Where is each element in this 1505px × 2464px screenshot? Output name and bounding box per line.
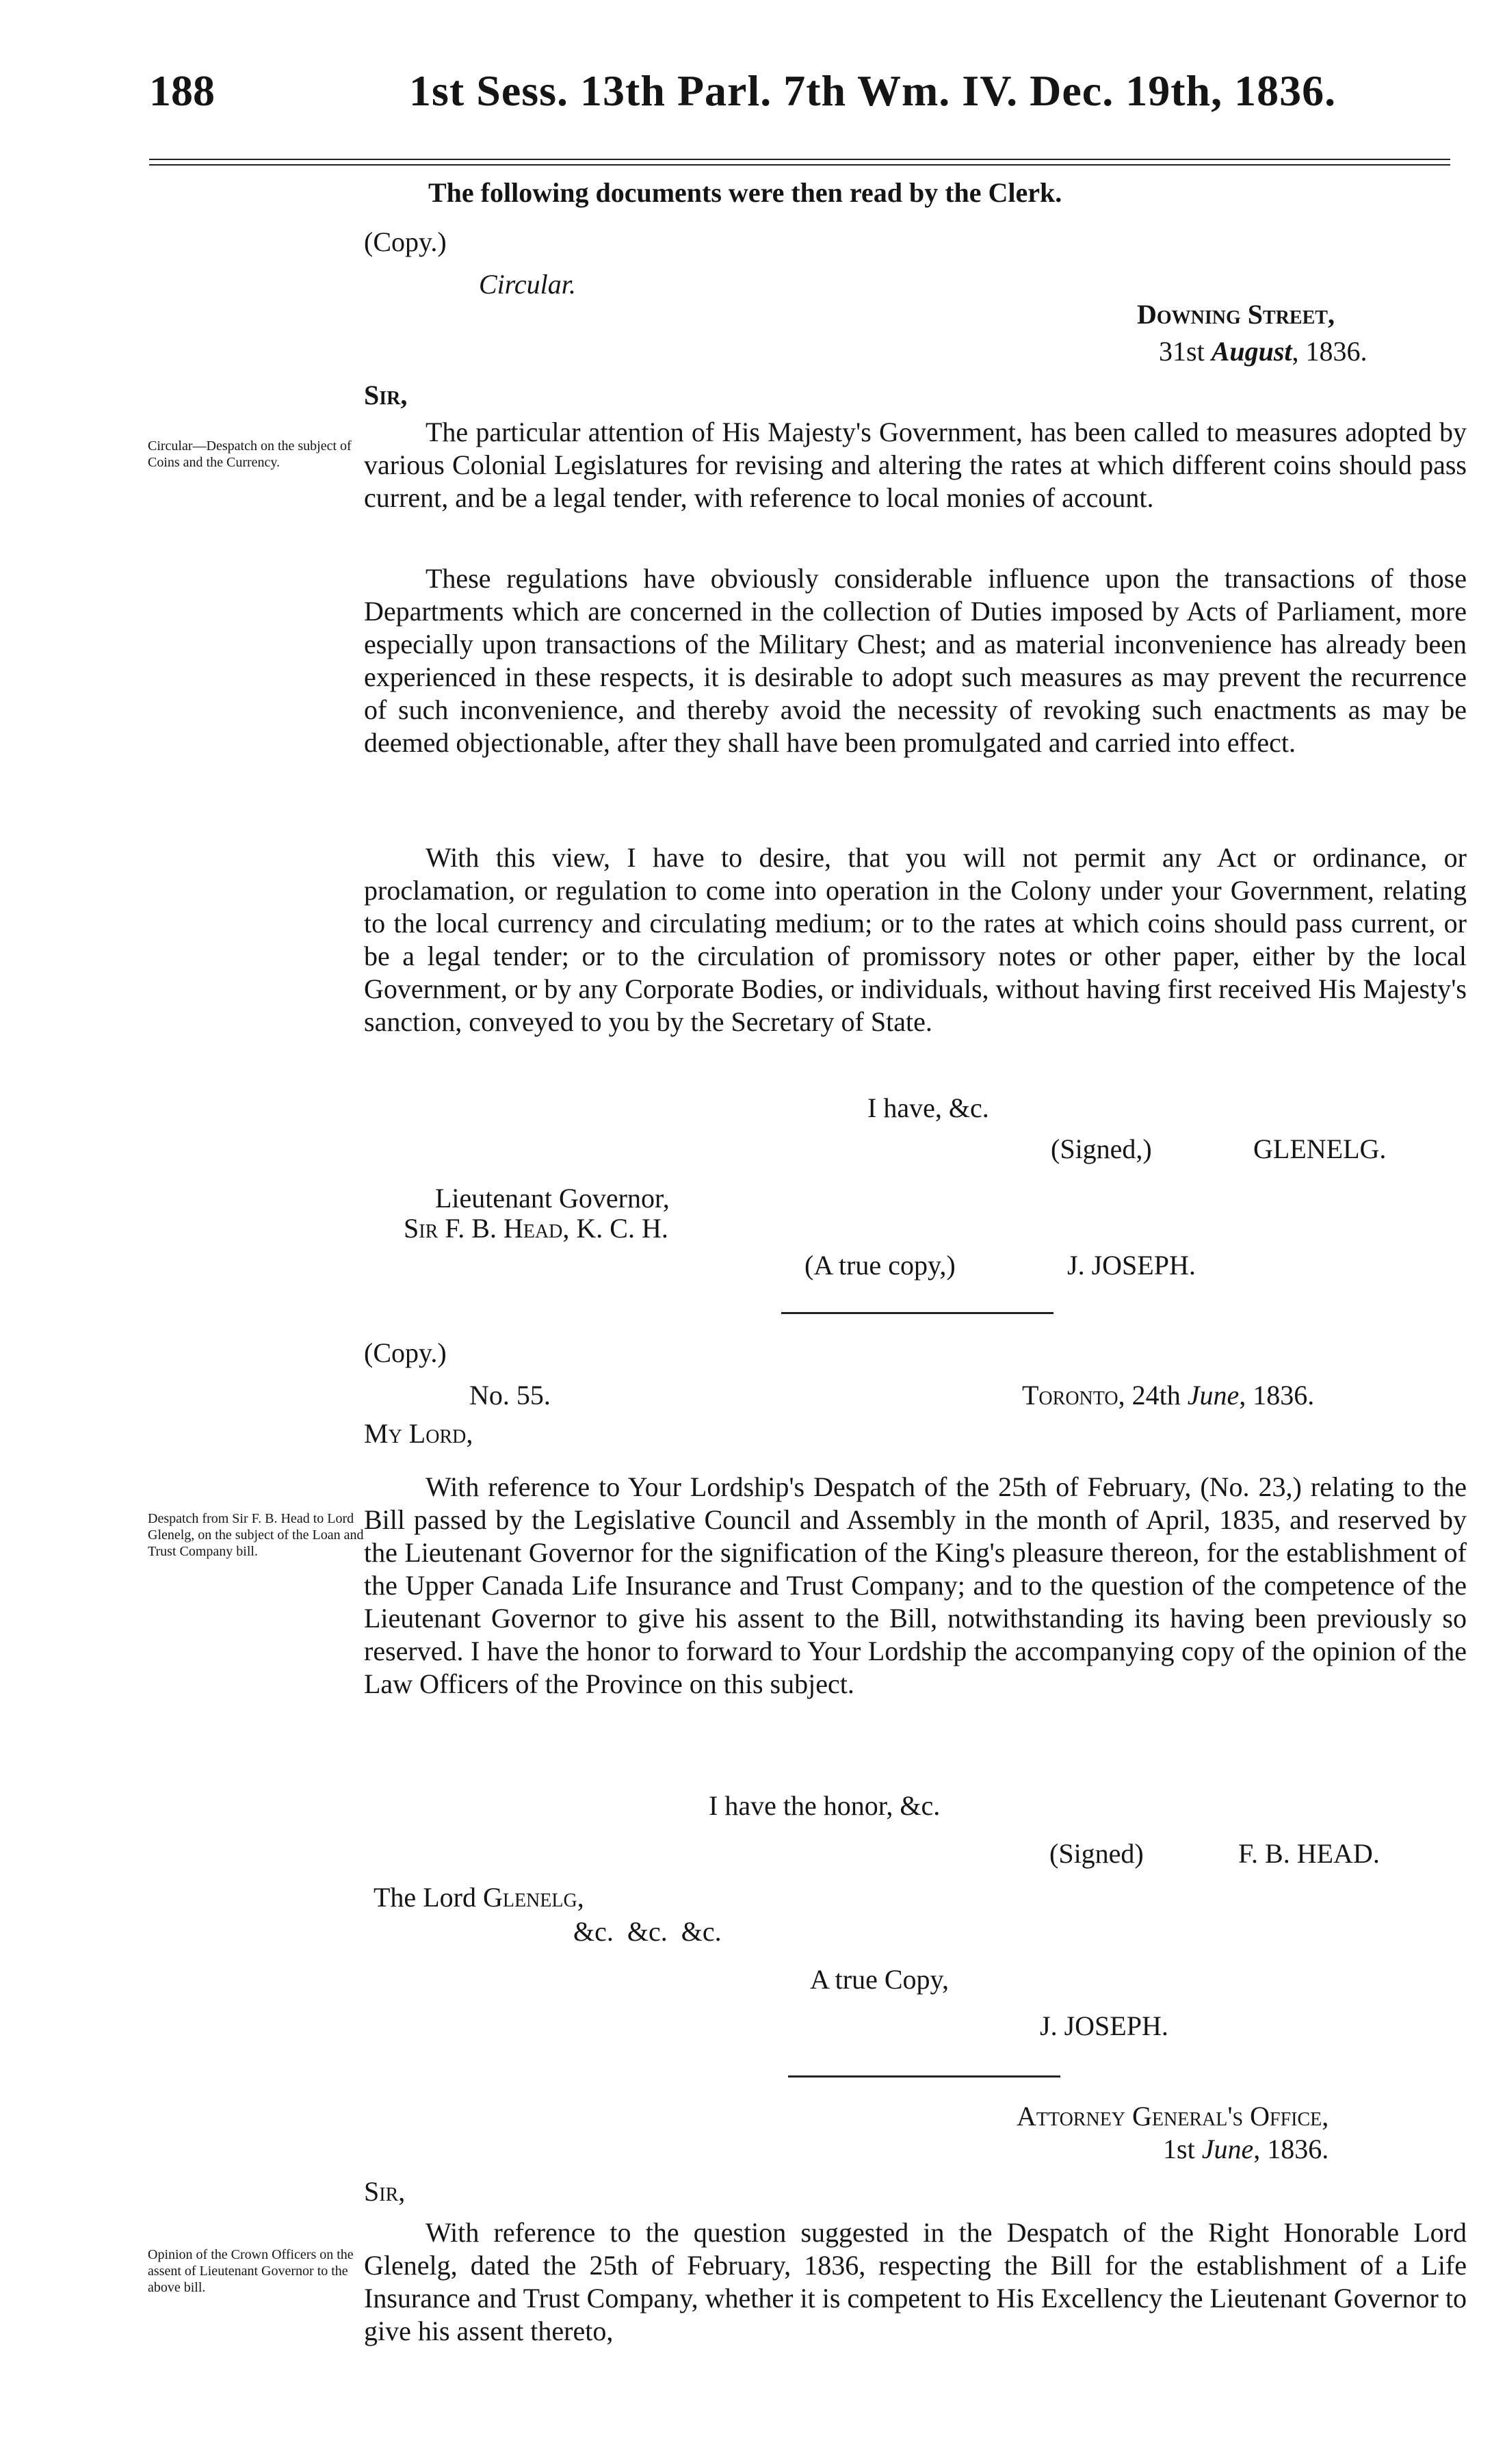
doc2-date-year: , 1836.	[1239, 1380, 1315, 1411]
doc2-salutation: My Lord,	[364, 1418, 473, 1449]
doc2-date-day: 24th	[1125, 1380, 1188, 1411]
doc2-number: No. 55.	[469, 1380, 551, 1411]
doc1-signed-name: GLENELG.	[1253, 1133, 1387, 1164]
header-rule-bottom	[149, 164, 1450, 166]
doc1-date	[1159, 335, 1367, 367]
doc2-place: Toronto,	[1022, 1380, 1125, 1411]
doc2-true-copy-name: J. JOSEPH.	[1040, 2010, 1168, 2041]
doc1-date-day: 31st	[1159, 336, 1212, 367]
doc3-date	[1163, 2133, 1329, 2165]
doc1-margin-note: Circular—Despatch on the subject of Coins and the Currency.	[148, 438, 352, 470]
doc1-signed-label: (Signed,)	[1051, 1133, 1152, 1164]
doc3-date-month: June	[1201, 2134, 1254, 2164]
separator-rule-2	[788, 2075, 1060, 2078]
doc1-paragraph-2: These regulations have obviously considerable influence upon the transactions of those Departments which are concerned in the collection of Duties imposed by Acts of Parliament, more especially upon transactions of the Military Chest; and as material inconvenience has already been experienced in these respects, it is desirable to adopt such measures as may prevent the recurrence of such inconvenience, and thereby avoid the necessity of revoking such enactments as may be deemed objectionable, after they shall have been promulgated and carried into effect.	[364, 563, 1467, 758]
doc2-copy-label: (Copy.)	[364, 1337, 447, 1368]
doc1-paragraph-3: With this view, I have to desire, that you will not permit any Act or ordinance, or proclamation, or regulation to come into operation in the Colony under your Government, relating to the local currency and circulating medium; or to the rates at which coins should pass current, or be a legal tender; or to the circulation of promissory notes or other paper, either by the local Government, or by any Corporate Bodies, or individuals, without having first received His Majesty's sanction, conveyed to you by the Secretary of State.	[364, 842, 1467, 1037]
doc1-true-copy-name: J. JOSEPH.	[1067, 1250, 1196, 1281]
header-rule-top	[149, 159, 1450, 160]
doc1-addressee-title: Lieutenant Governor,	[435, 1183, 670, 1214]
doc2-date-month: June	[1187, 1380, 1240, 1411]
doc3-date-year: , 1836.	[1253, 2134, 1329, 2164]
doc1-place: Downing Street,	[1137, 299, 1335, 330]
doc2-paragraph: With reference to Your Lordship's Despatch of the 25th of February, (No. 23,) relating to the Bill passed by the Legislative Council and Assembly in the month of April, 1835, and reserved by the Lieutenant Governor for the signification of the King's pleasure thereon, for the establishment of the Upper Canada Life Insurance and Trust Company; and to the question of the competence of the Lieutenant Governor to give his assent to the Bill, notwithstanding its having been previously so reserved. I have the honor to forward to Your Lordship the accompanying copy of the opinion of the Law Officers of the Province on this subject.	[364, 1471, 1467, 1699]
doc3-salutation: Sir,	[364, 2176, 406, 2207]
doc2-addressee-name: Glenelg,	[482, 1882, 584, 1913]
doc1-true-copy-label: (A true copy,)	[804, 1250, 956, 1281]
doc1-closing: I have, &c.	[867, 1092, 989, 1123]
doc1-copy-label: (Copy.)	[364, 226, 447, 257]
running-title: 1st Sess. 13th Parl. 7th Wm. IV. Dec. 19th, 1836.	[409, 66, 1337, 115]
doc3-date-day: 1st	[1163, 2134, 1202, 2164]
separator-rule-1	[781, 1312, 1054, 1314]
doc2-signed-name: F. B. HEAD.	[1238, 1838, 1380, 1869]
doc2-place-date	[1022, 1379, 1314, 1411]
doc3-paragraph: With reference to the question suggested in the Despatch of the Right Honorable Lord Glenelg, dated the 25th of February, 1836, respecting the Bill for the establishment of a Life Insurance and Trust Company, whether it is competent to His Excellency the Lieutenant Governor to give his assent thereto,	[364, 2217, 1467, 2346]
doc2-addressee-prefix: The Lord	[374, 1882, 483, 1913]
intro-line: The following documents were then read by the Clerk.	[428, 177, 1062, 208]
doc1-date-year: , 1836.	[1292, 336, 1367, 367]
doc1-type: Circular.	[479, 269, 576, 300]
doc1-date-month: August	[1211, 336, 1292, 367]
doc2-margin-note: Despatch from Sir F. B. Head to Lord Glenelg, on the subject of the Loan and Trust Company bill.	[148, 1511, 364, 1559]
doc3-margin-note: Opinion of the Crown Officers on the assent of Lieutenant Governor to the above bill.	[148, 2247, 354, 2295]
doc1-paragraph-1: The particular attention of His Majesty's Government, has been called to measures adopted by various Colonial Legislatures for revising and altering the rates at which different coins should pass current, and be a legal tender, with reference to local monies of account.	[364, 417, 1467, 513]
doc1-salutation: Sir,	[364, 380, 408, 410]
doc2-signed-label: (Signed)	[1049, 1838, 1144, 1869]
doc3-place: Attorney General's Office,	[1017, 2101, 1329, 2132]
doc1-addressee-name: Sir F. B. Head, K. C. H.	[404, 1213, 668, 1244]
doc2-addressee	[374, 1881, 584, 1913]
doc2-true-copy-label: A true Copy,	[810, 1964, 949, 1995]
doc2-addressee-etc: &c. &c. &c.	[573, 1916, 722, 1947]
doc2-closing: I have the honor, &c.	[709, 1790, 941, 1821]
page-number: 188	[149, 66, 215, 115]
